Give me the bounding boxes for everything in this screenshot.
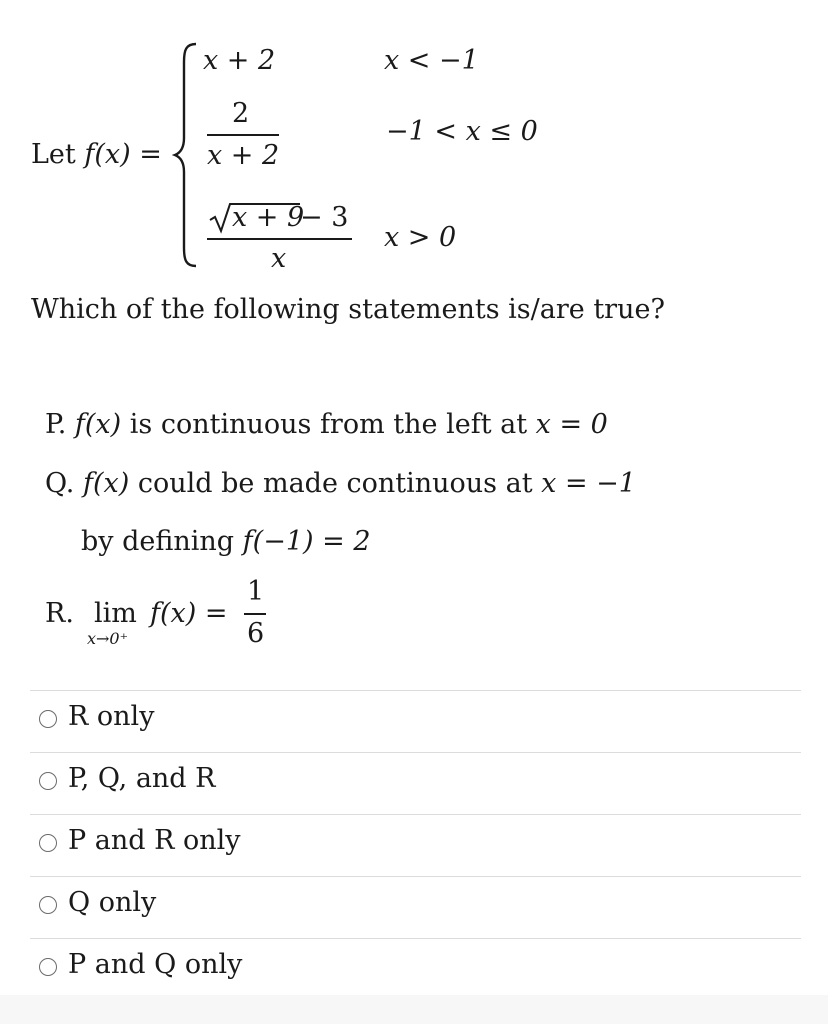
statement-r-lim-sub: x→0⁺ [87,629,129,648]
case3-condition: x > 0 [384,222,457,253]
case2-numerator: 2 [232,98,250,129]
radio-button[interactable] [39,958,57,976]
statement-q-fx: f(x) [82,468,130,499]
question-text: Which of the following statements is/are true? [31,294,665,325]
case3-denominator: x [271,243,287,274]
option-q-only[interactable] [30,877,801,937]
left-brace [172,40,202,270]
statement-r-fraction-bar [244,613,266,615]
statement-q [45,468,636,499]
statement-r-lim: lim [94,598,137,629]
statement-p [45,409,608,440]
option-p-and-r-only[interactable] [30,815,801,875]
lead-text: Let [31,139,85,170]
statement-r-label: R. [45,598,74,629]
statement-r-frac-den: 6 [247,618,265,649]
statement-r-frac-num: 1 [247,576,265,607]
case2-fraction-bar [207,134,279,136]
page-footer-band [0,995,828,1024]
statement-p-label: P. [45,409,67,440]
fx-label: f(x) = [84,139,162,170]
option-r-only[interactable] [30,691,801,751]
case1-expr: x + 2 [203,45,276,76]
radio-button[interactable] [39,710,57,728]
radio-button[interactable] [39,896,57,914]
option-label: P, Q, and R [68,763,216,794]
radio-button[interactable] [39,772,57,790]
case3-radicand: x + 9 [232,202,305,233]
case2-denominator: x + 2 [207,140,280,171]
radio-button[interactable] [39,834,57,852]
case1-condition: x < −1 [384,45,479,76]
option-label: R only [68,701,155,732]
statement-q-line2-text: by defining [81,526,243,557]
case3-numerator-tail: − 3 [300,202,349,233]
statement-q-text: could be made continuous at [129,468,542,499]
sqrt-sign-icon [208,202,234,234]
statement-p-math: x = 0 [535,409,608,440]
statement-q-line2 [81,526,371,557]
option-p-q-and-r[interactable] [30,753,801,813]
option-label: P and Q only [68,949,243,980]
statement-q-line2-math: f(−1) = 2 [242,526,371,557]
option-p-and-q-only[interactable] [30,939,801,999]
case3-fraction-bar [207,238,352,240]
definition-lead [31,139,162,170]
option-label: P and R only [68,825,241,856]
statement-q-math: x = −1 [541,468,636,499]
statement-p-text: is continuous from the left at [121,409,536,440]
statement-p-fx: f(x) [74,409,122,440]
statement-q-label: Q. [45,468,75,499]
statement-r-fx: f(x) = [150,598,228,629]
case2-condition: −1 < x ≤ 0 [386,116,538,147]
option-label: Q only [68,887,157,918]
